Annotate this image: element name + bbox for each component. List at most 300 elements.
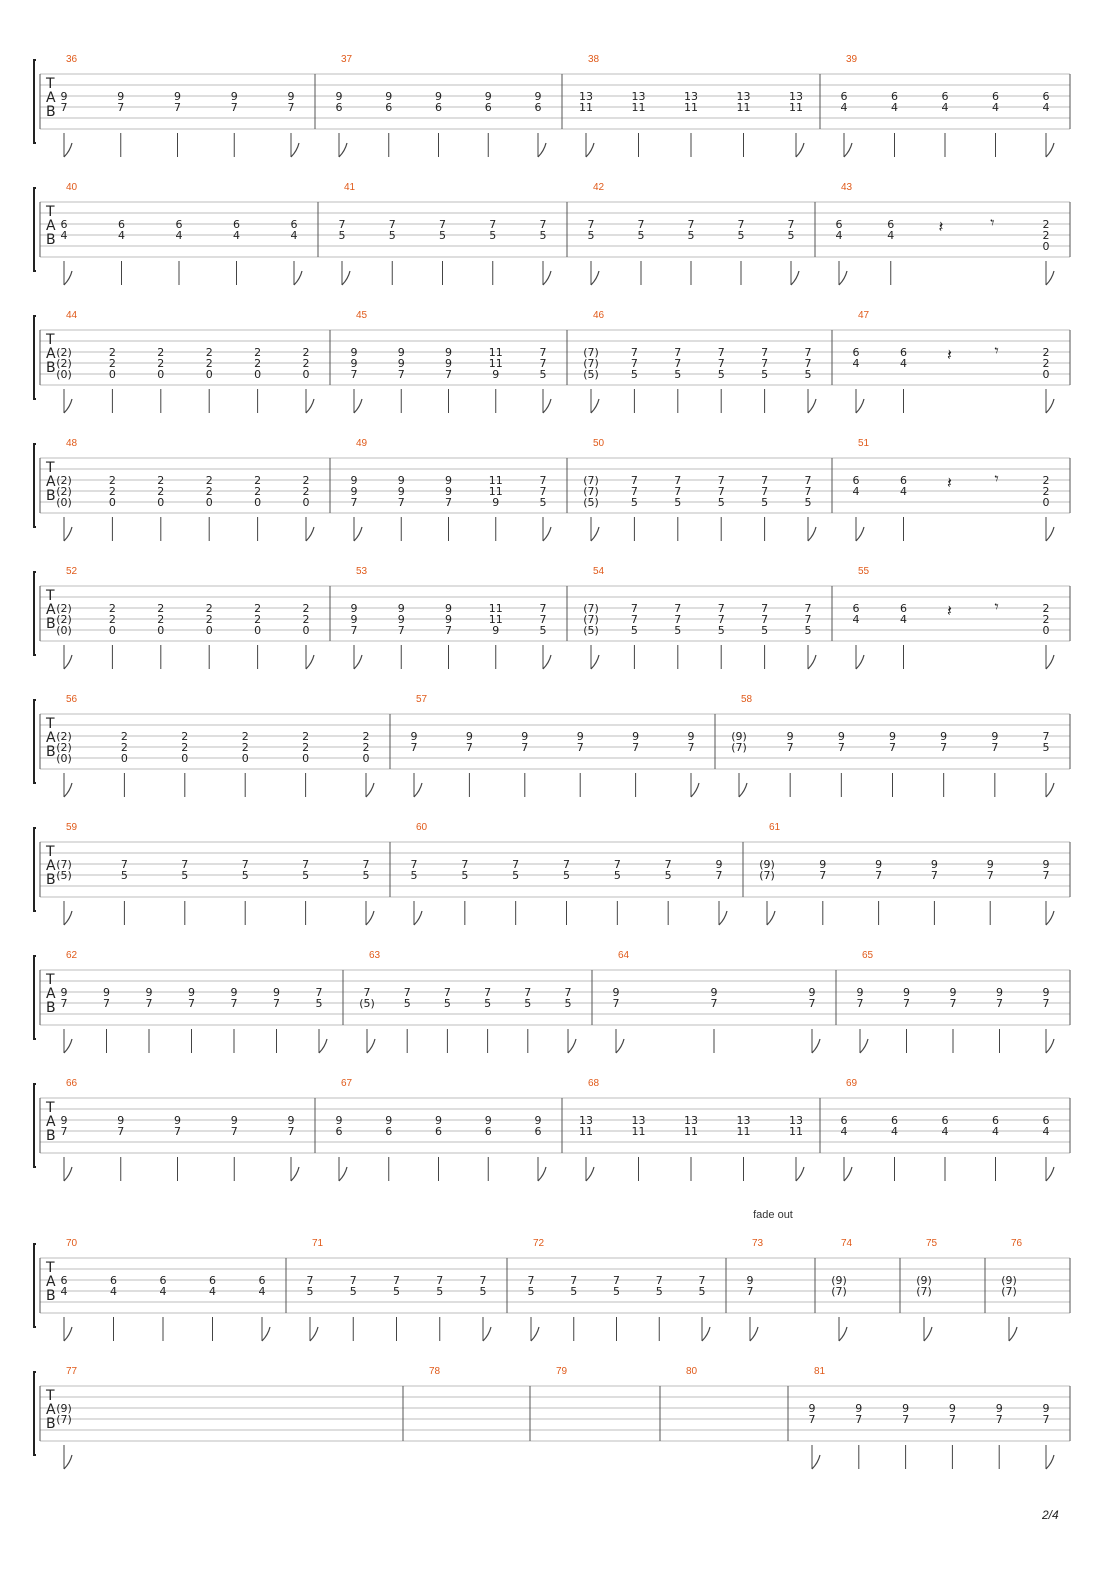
note-flag <box>291 1167 299 1181</box>
bar-number: 79 <box>556 1366 568 1377</box>
note-flag <box>1046 143 1054 157</box>
tab-clef-letter: B <box>46 1128 56 1144</box>
fret-number: 6 <box>159 1274 167 1287</box>
note-flag <box>1046 655 1054 669</box>
system-bracket <box>34 316 36 399</box>
fret-number: (9) <box>916 1274 932 1287</box>
fret-number: 7 <box>804 485 812 498</box>
fret-number: 0 <box>205 368 213 381</box>
fret-number: 6 <box>484 101 492 114</box>
fret-number: 7 <box>717 613 725 626</box>
bar-number: 74 <box>841 1238 853 1249</box>
page-number: 2/4 <box>1042 1508 1059 1522</box>
fret-number: 2 <box>254 602 262 615</box>
fret-number: 7 <box>698 1274 706 1287</box>
fret-number: 9 <box>445 485 452 498</box>
fret-number: (2) <box>56 474 72 487</box>
fret-number: 4 <box>887 229 895 242</box>
note-flag <box>616 1039 624 1053</box>
fret-number: 11 <box>789 101 803 114</box>
note-flag <box>414 911 422 925</box>
fret-number: 9 <box>350 357 358 370</box>
fret-number: 7 <box>287 101 295 114</box>
note-flag <box>543 271 551 285</box>
fret-number: 13 <box>789 1114 803 1127</box>
fret-number: 5 <box>563 869 570 882</box>
fret-number: 9 <box>397 602 405 615</box>
bar-number: 64 <box>618 950 630 961</box>
fret-number: 9 <box>715 858 723 871</box>
note-flag <box>64 143 72 157</box>
fret-number: 7 <box>1042 730 1050 743</box>
note-flag <box>750 1327 758 1341</box>
fret-number: 9 <box>808 986 816 999</box>
fret-number: 9 <box>996 986 1003 999</box>
fret-number: 6 <box>335 101 343 114</box>
fret-number: 9 <box>435 90 442 103</box>
fret-number: 5 <box>687 229 695 242</box>
fret-number: 7 <box>674 485 682 498</box>
fret-number: 5 <box>315 997 323 1010</box>
bar-number: 36 <box>66 54 78 65</box>
note-flag <box>839 1327 847 1341</box>
fret-number: 7 <box>338 218 346 231</box>
note-flag <box>354 399 362 413</box>
fret-number: 0 <box>157 496 165 509</box>
fret-number: 6 <box>852 602 860 615</box>
fret-number: 6 <box>840 90 848 103</box>
fret-number: 7 <box>1042 869 1050 882</box>
fret-number: 9 <box>397 474 405 487</box>
bar-number: 38 <box>588 54 600 65</box>
fret-number: 6 <box>891 90 898 103</box>
tab-clef-letter: T <box>46 588 55 604</box>
fret-number: 7 <box>479 1274 487 1287</box>
bar-number: 65 <box>862 950 874 961</box>
fret-number: 7 <box>60 101 68 114</box>
fret-number: 7 <box>1042 1413 1050 1426</box>
fret-number: 5 <box>349 1285 357 1298</box>
fret-number: 2 <box>241 730 249 743</box>
tab-clef-letter: A <box>46 730 56 746</box>
note-flag <box>531 1327 539 1341</box>
fret-number: 7 <box>273 997 280 1010</box>
fret-number: 7 <box>630 474 638 487</box>
note-flag <box>294 271 302 285</box>
fret-number: 7 <box>576 741 584 754</box>
note-flag <box>808 527 816 541</box>
fret-number: 9 <box>949 986 957 999</box>
note-flag <box>856 527 864 541</box>
fret-number: 5 <box>181 869 189 882</box>
fret-number: 9 <box>492 624 500 637</box>
note-flag <box>1046 1039 1054 1053</box>
system-bracket <box>34 828 36 911</box>
fret-number: 7 <box>786 741 794 754</box>
fret-number: 2 <box>157 357 165 370</box>
fret-number: 7 <box>995 1413 1003 1426</box>
quarter-rest: 𝄽 <box>947 345 952 364</box>
fret-number: 2 <box>254 613 262 626</box>
fret-number: 5 <box>787 229 795 242</box>
note-flag <box>796 143 804 157</box>
fret-number: 7 <box>461 858 469 871</box>
fret-number: 2 <box>362 730 370 743</box>
fret-number: 4 <box>840 1125 848 1138</box>
tab-clef-letter: A <box>46 1114 56 1130</box>
fret-number: 7 <box>570 1274 578 1287</box>
fret-number: 9 <box>385 1114 393 1127</box>
fret-number: 7 <box>808 997 816 1010</box>
fret-number: 7 <box>527 1274 535 1287</box>
fret-number: 7 <box>539 613 547 626</box>
fret-number: 7 <box>539 357 547 370</box>
fret-number: (2) <box>56 741 72 754</box>
fret-number: 9 <box>492 368 500 381</box>
fret-number: (5) <box>583 624 599 637</box>
fret-number: (2) <box>56 346 72 359</box>
fret-number: 4 <box>209 1285 216 1298</box>
bar-number: 76 <box>1011 1238 1023 1249</box>
fret-number: 5 <box>570 1285 578 1298</box>
fret-number: 5 <box>717 624 725 637</box>
fret-number: 13 <box>631 90 646 103</box>
fret-number: 2 <box>1042 485 1050 498</box>
note-flag <box>839 271 847 285</box>
fret-number: 4 <box>900 357 907 370</box>
fret-number: 7 <box>287 1125 295 1138</box>
fret-number: 9 <box>930 858 938 871</box>
fret-number: 5 <box>804 368 812 381</box>
fret-number: 5 <box>393 1285 400 1298</box>
fret-number: (9) <box>56 1402 72 1415</box>
fret-number: 0 <box>181 752 189 765</box>
fret-number: 2 <box>302 346 310 359</box>
note-flag <box>586 143 594 157</box>
fret-number: 9 <box>410 730 418 743</box>
fret-number: 9 <box>230 986 238 999</box>
tab-clef-letter: B <box>46 104 56 120</box>
note-flag <box>1046 271 1054 285</box>
note-flag <box>591 655 599 669</box>
fret-number: 6 <box>258 1274 266 1287</box>
fret-number: (2) <box>56 602 72 615</box>
tab-clef-letter: B <box>46 616 56 632</box>
fret-number: 0 <box>254 496 262 509</box>
fret-number: 4 <box>258 1285 266 1298</box>
fret-number: 7 <box>445 368 452 381</box>
fret-number: 7 <box>804 346 812 359</box>
fret-number: 7 <box>674 602 682 615</box>
fret-number: 7 <box>524 986 532 999</box>
note-flag <box>812 1455 820 1469</box>
fret-number: 4 <box>233 229 240 242</box>
note-flag <box>414 783 422 797</box>
fret-number: 9 <box>534 1114 542 1127</box>
note-flag <box>1046 527 1054 541</box>
fret-number: 7 <box>717 602 725 615</box>
fret-number: 9 <box>60 986 68 999</box>
system-bracket <box>34 444 36 527</box>
fret-number: 6 <box>992 90 999 103</box>
fret-number: (5) <box>359 997 375 1010</box>
fret-number: 0 <box>302 496 310 509</box>
fret-number: 9 <box>117 1114 125 1127</box>
bar-number: 37 <box>341 54 353 65</box>
fret-number: 7 <box>674 357 682 370</box>
note-flag <box>64 399 72 413</box>
fade-out-text: fade out <box>753 1209 793 1221</box>
fret-number: 9 <box>350 474 358 487</box>
fret-number: 7 <box>940 741 948 754</box>
note-flag <box>64 911 72 925</box>
fret-number: 2 <box>205 346 213 359</box>
fret-number: 7 <box>687 741 695 754</box>
note-flag <box>591 527 599 541</box>
fret-number: 7 <box>674 613 682 626</box>
fret-number: 5 <box>489 229 497 242</box>
fret-number: 7 <box>315 986 323 999</box>
fret-number: 7 <box>393 1274 400 1287</box>
fret-number: 7 <box>612 997 620 1010</box>
fret-number: 6 <box>852 474 860 487</box>
fret-number: 6 <box>435 1125 442 1138</box>
fret-number: 2 <box>254 474 262 487</box>
bar-number: 77 <box>66 1366 78 1377</box>
fret-number: (7) <box>1001 1285 1017 1298</box>
fret-number: 7 <box>930 869 938 882</box>
fret-number: 7 <box>630 485 638 498</box>
fret-number: (9) <box>759 858 775 871</box>
bar-number: 70 <box>66 1238 78 1249</box>
note-flag <box>291 143 299 157</box>
fret-number: 2 <box>1042 346 1050 359</box>
bar-number: 50 <box>593 438 605 449</box>
fret-number: 5 <box>539 368 547 381</box>
bar-number: 41 <box>344 182 356 193</box>
fret-number: 9 <box>710 986 718 999</box>
fret-number: 7 <box>996 997 1003 1010</box>
fret-number: 9 <box>1042 986 1050 999</box>
fret-number: 7 <box>539 485 547 498</box>
fret-number: 7 <box>465 741 473 754</box>
bar-number: 57 <box>416 694 428 705</box>
bar-number: 69 <box>846 1078 858 1089</box>
fret-number: 5 <box>587 229 595 242</box>
bar-number: 49 <box>356 438 368 449</box>
bar-number: 66 <box>66 1078 78 1089</box>
fret-number: 2 <box>181 741 189 754</box>
fret-number: 5 <box>630 496 638 509</box>
fret-number: 5 <box>461 869 469 882</box>
fret-number: 6 <box>60 218 68 231</box>
eighth-rest: 𝄾 <box>990 213 995 232</box>
tab-clef-letter: B <box>46 1288 56 1304</box>
fret-number: 6 <box>900 474 907 487</box>
fret-number: 13 <box>579 1114 593 1127</box>
fret-number: 9 <box>746 1274 754 1287</box>
fret-number: 2 <box>1042 602 1050 615</box>
note-flag <box>1046 911 1054 925</box>
fret-number: 9 <box>492 496 500 509</box>
fret-number: 11 <box>684 1125 698 1138</box>
fret-number: 6 <box>484 1125 492 1138</box>
fret-number: 0 <box>1042 624 1050 637</box>
fret-number: 5 <box>1042 741 1050 754</box>
fret-number: 5 <box>403 997 411 1010</box>
fret-number: 7 <box>761 346 769 359</box>
tab-clef-letter: A <box>46 218 56 234</box>
fret-number: 9 <box>612 986 620 999</box>
note-flag <box>568 1039 576 1053</box>
fret-number: 5 <box>241 869 249 882</box>
fret-number: 2 <box>108 613 116 626</box>
note-flag <box>791 271 799 285</box>
bar-number: 67 <box>341 1078 353 1089</box>
fret-number: 7 <box>350 368 358 381</box>
fret-number: 5 <box>637 229 645 242</box>
fret-number: 2 <box>108 602 116 615</box>
tab-clef-letter: T <box>46 844 55 860</box>
fret-number: 5 <box>539 229 547 242</box>
tab-clef-letter: A <box>46 1274 56 1290</box>
fret-number: 7 <box>948 1413 956 1426</box>
fret-number: (0) <box>56 368 72 381</box>
fret-number: 9 <box>995 1402 1003 1415</box>
note-flag <box>64 1327 72 1341</box>
fret-number: 9 <box>837 730 845 743</box>
fret-number: 5 <box>564 997 572 1010</box>
note-flag <box>319 1039 327 1053</box>
fret-number: 7 <box>674 346 682 359</box>
fret-number: 5 <box>804 624 812 637</box>
fret-number: (7) <box>583 602 599 615</box>
tab-clef-letter: B <box>46 1416 56 1432</box>
bar-number: 68 <box>588 1078 600 1089</box>
fret-number: (0) <box>56 496 72 509</box>
fret-number: 11 <box>579 101 593 114</box>
fret-number: 0 <box>108 624 116 637</box>
tab-clef-letter: T <box>46 716 55 732</box>
note-flag <box>586 1167 594 1181</box>
fret-number: 7 <box>117 101 125 114</box>
note-flag <box>64 1455 72 1469</box>
fret-number: 2 <box>362 741 370 754</box>
system-bracket <box>34 1084 36 1167</box>
bar-number: 53 <box>356 566 368 577</box>
bar-number: 44 <box>66 310 78 321</box>
fret-number: 9 <box>385 90 393 103</box>
fret-number: 7 <box>761 474 769 487</box>
fret-number: 2 <box>108 485 116 498</box>
fret-number: 5 <box>512 869 520 882</box>
fret-number: 4 <box>60 1285 68 1298</box>
fret-number: 9 <box>819 858 827 871</box>
fret-number: 5 <box>737 229 745 242</box>
fret-number: 2 <box>108 474 116 487</box>
fret-number: 2 <box>205 485 213 498</box>
fret-number: 9 <box>350 602 358 615</box>
fret-number: 5 <box>630 624 638 637</box>
note-flag <box>543 399 551 413</box>
fret-number: 4 <box>992 101 999 114</box>
fret-number: 9 <box>484 90 492 103</box>
fret-number: 2 <box>254 357 262 370</box>
note-flag <box>860 1039 868 1053</box>
bar-number: 73 <box>752 1238 764 1249</box>
note-flag <box>354 527 362 541</box>
eighth-rest: 𝄾 <box>994 469 999 488</box>
fret-number: 7 <box>674 474 682 487</box>
fret-number: 9 <box>445 357 452 370</box>
fret-number: 7 <box>60 1125 68 1138</box>
fret-number: 7 <box>761 485 769 498</box>
fret-number: 7 <box>539 602 547 615</box>
note-flag <box>64 655 72 669</box>
bar-number: 60 <box>416 822 428 833</box>
fret-number: 11 <box>488 485 503 498</box>
fret-number: 2 <box>205 613 213 626</box>
fret-number: 11 <box>684 101 698 114</box>
fret-number: 2 <box>302 485 310 498</box>
note-flag <box>262 1327 270 1341</box>
note-flag <box>339 1167 347 1181</box>
fret-number: 11 <box>579 1125 593 1138</box>
fret-number: 6 <box>60 1274 68 1287</box>
fret-number: 6 <box>1042 1114 1050 1127</box>
fret-number: 7 <box>174 1125 181 1138</box>
tab-clef-letter: T <box>46 1100 55 1116</box>
fret-number: (7) <box>583 485 599 498</box>
fret-number: 7 <box>808 1413 816 1426</box>
fret-number: 4 <box>992 1125 999 1138</box>
fret-number: 0 <box>205 624 213 637</box>
fret-number: 2 <box>1042 474 1050 487</box>
fret-number: 7 <box>349 1274 357 1287</box>
fret-number: 5 <box>804 496 812 509</box>
bar-number: 40 <box>66 182 78 193</box>
fret-number: 4 <box>891 101 898 114</box>
fret-number: 4 <box>110 1285 117 1298</box>
fret-number: 0 <box>254 368 262 381</box>
fret-number: 6 <box>900 346 907 359</box>
bar-number: 75 <box>926 1238 938 1249</box>
fret-number: 9 <box>350 613 358 626</box>
fret-number: 7 <box>445 624 452 637</box>
note-flag <box>306 655 314 669</box>
system-bracket <box>34 188 36 271</box>
note-flag <box>812 1039 820 1053</box>
fret-number: 7 <box>630 602 638 615</box>
fret-number: (0) <box>56 752 72 765</box>
fret-number: 5 <box>698 1285 706 1298</box>
fret-number: 6 <box>534 1125 542 1138</box>
fret-number: 9 <box>903 986 910 999</box>
bar-number: 54 <box>593 566 605 577</box>
fret-number: 13 <box>684 1114 698 1127</box>
fret-number: (7) <box>583 613 599 626</box>
tab-clef-letter: A <box>46 474 56 490</box>
fret-number: 6 <box>891 1114 898 1127</box>
fret-number: 13 <box>579 90 593 103</box>
fret-number: (7) <box>731 741 747 754</box>
fret-number: 7 <box>837 741 845 754</box>
bar-number: 63 <box>369 950 381 961</box>
fret-number: 11 <box>488 474 503 487</box>
bar-number: 72 <box>533 1238 545 1249</box>
fret-number: 2 <box>108 357 116 370</box>
fret-number: 7 <box>512 858 520 871</box>
